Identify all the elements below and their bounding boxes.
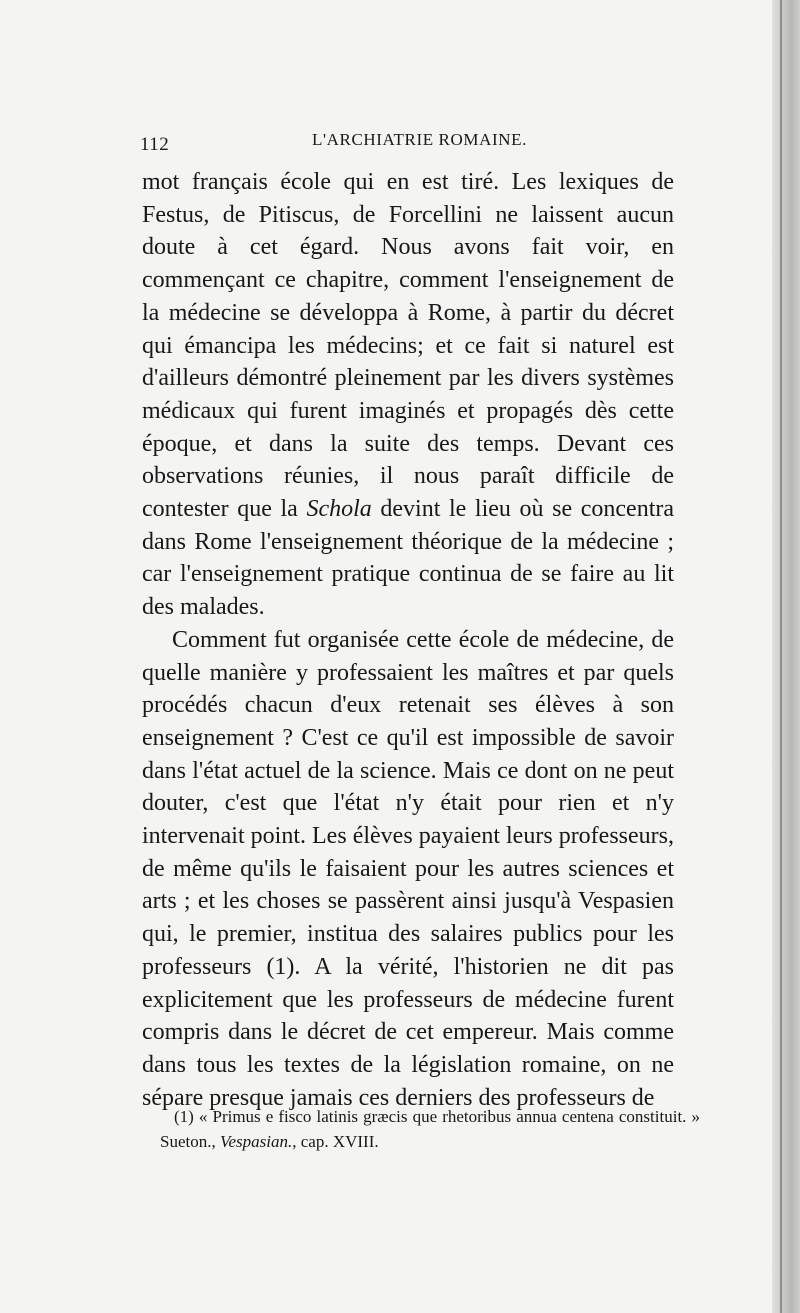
paragraph-2: Comment fut organisée cette école de médecine, de quelle manière y professaient les maîtres et par quels procédés chacun d'eux retenait ses élèves à son enseignement ? C'est ce qu'il est impossible de savoir dans l'état actuel de la science. Mais ce dont on ne peut douter, c'est que l'état n'y était pour rien et n'y intervenait point. Les élèves payaient leurs professeurs, de même qu'ils le faisaient pour les autres sciences et arts ; et les choses se passèrent ainsi jusqu'à Vespasien qui, le premier, institua des salaires publics pour les professeurs (1). A la vérité, l'historien ne dit pas explicitement que les professeurs de médecine furent compris dans le décret de cet empereur. Mais comme dans tous les textes de la législation romaine, on ne sépare presque jamais ces derniers des professeurs de	[142, 626, 674, 1111]
main-text	[142, 166, 674, 1114]
paragraph-1	[142, 166, 674, 624]
paragraph-1-part-a: mot français école qui en est tiré. Les lexiques de Festus, de Pitiscus, de Forcellini ne laissent aucun doute à cet égard. Nous avons fait voir, en commençant ce chapitre, comment l'enseignement de la médecine se développa à Rome, à partir du décret qui émancipa les médecins; et ce fait si naturel est d'ailleurs démontré pleinement par les divers systèmes médicaux qui furent imaginés et propagés dès cette époque, et dans la suite des temps. Devant ces observations réunies, il nous paraît difficile de contester que la	[142, 169, 674, 523]
footnote-italic: Vespasian.	[219, 1132, 293, 1151]
footnote	[160, 1104, 700, 1154]
paragraph-1-part-b: devint le lieu où se concentra dans Rome l'enseignement théorique de la médecine ; car l'enseignement pratique continua de se faire au lit des malades.	[142, 496, 675, 621]
footnote-text-a: (1) « Primus e fisco latinis græcis que rhetoribus annua centena constituit. » Sueton.,	[160, 1107, 700, 1151]
footnote-text-b: , cap. XVIII.	[292, 1132, 379, 1151]
running-title: L'ARCHIATRIE ROMAINE.	[312, 130, 527, 149]
page-number: 112	[140, 134, 170, 155]
page-binding-edge	[772, 0, 800, 1313]
binding-line	[780, 0, 782, 1313]
schola-italic: Schola	[306, 496, 372, 523]
